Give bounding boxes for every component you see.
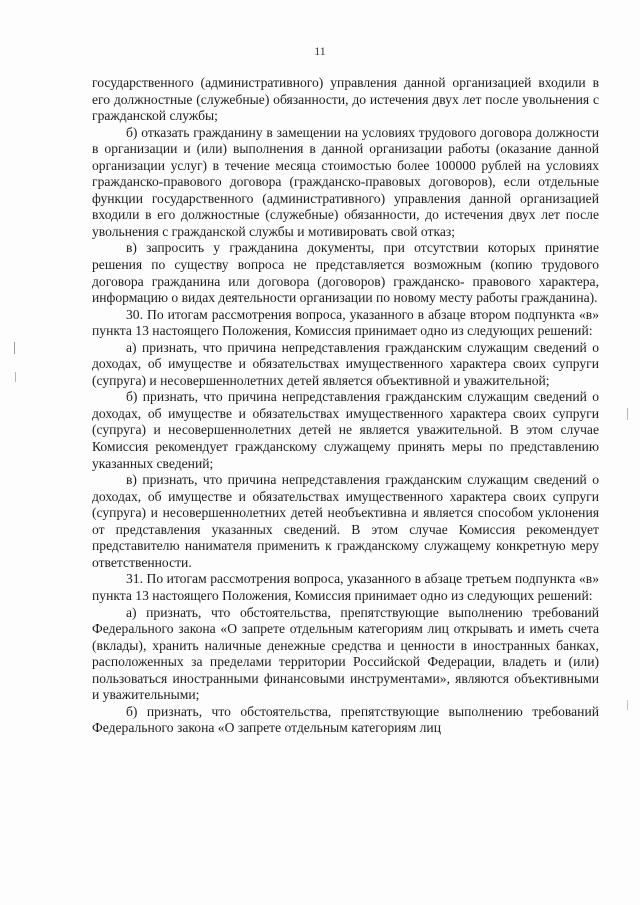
scan-artifact-mark — [14, 342, 15, 354]
scan-artifact-mark — [627, 700, 628, 710]
paragraph-30a: а) признать, что причина непредставления гражданским служащим сведений о доходах, об имуществе и обязательствах имущественного характера своих супруги (супруга) и несовершеннолетних детей является объективной и уважительной; — [92, 339, 599, 388]
paragraph-31b: б) признать, что обстоятельства, препятствующие выполнению требований Федерального закона «О запрете отдельным категориям лиц — [92, 703, 599, 736]
paragraph-30b: б) признать, что причина непредставления гражданским служащим сведений о доходах, об имуществе и обязательствах имущественного характера своих супруги (супруга) и несовершеннолетних детей не является уважительной. В этом случае Комиссия рекомендует гражданскому служащему принять меры по представлению указанных сведений; — [92, 389, 599, 471]
document-body — [92, 75, 599, 737]
paragraph-30c: в) признать, что причина непредставления гражданским служащим сведений о доходах, об имуществе и обязательствах имущественного характера своих супруги (супруга) и несовершеннолетних детей необъективна и является способом уклонения от представления указанных сведений. В этом случае Комиссия рекомендует представителю нанимателя применить к гражданскому служащему конкретную меру ответственности. — [92, 472, 599, 570]
paragraph-29c: в) запросить у гражданина документы, при отсутствии которых принятие решения по существу вопроса не представляется возможным (копию трудового договора гражданина или договора (договоров) гражданско- правового характера, информацию о видах деятельности организации по новому месту работы гражданина). — [92, 240, 599, 306]
scan-artifact-mark — [627, 408, 628, 420]
paragraph-29b: б) отказать гражданину в замещении на условиях трудового договора должности в организации и (или) выполнения в данной организации работы (оказание данной организации услуг) в течение месяца стоимостью более 100000 рублей на условиях гражданско-правового договора (гражданско-правовых договоров), если отдельные функции государственного (административного) управления данной организацией входили в его должностные (служебные) обязанности, до истечения двух лет после увольнения с гражданской службы и мотивировать свой отказ; — [92, 124, 599, 239]
paragraph-31a: а) признать, что обстоятельства, препятствующие выполнению требований Федерального закона «О запрете отдельным категориям лиц открывать и иметь счета (вклады), хранить наличные денежные средства и ценности в иностранных банках, расположенных за пределами территории Российской Федерации, владеть и (или) пользоваться иностранными финансовыми инструментами», являются объективными и уважительными; — [92, 604, 599, 703]
paragraph-continuation: государственного (административного) управления данной организацией входили в его должностные (служебные) обязанности, до истечения двух лет после увольнения с гражданской службы; — [92, 75, 599, 124]
paragraph-31: 31. По итогам рассмотрения вопроса, указанного в абзаце третьем подпункта «в» пункта 13 настоящего Положения, Комиссия принимает одно из следующих решений: — [92, 571, 599, 603]
scan-artifact-mark — [15, 372, 16, 382]
paragraph-30: 30. По итогам рассмотрения вопроса, указанного в абзаце втором подпункта «в» пункта 13 настоящего Положения, Комиссия принимает одно из следующих решений: — [92, 306, 599, 339]
page-number: 11 — [314, 44, 326, 58]
